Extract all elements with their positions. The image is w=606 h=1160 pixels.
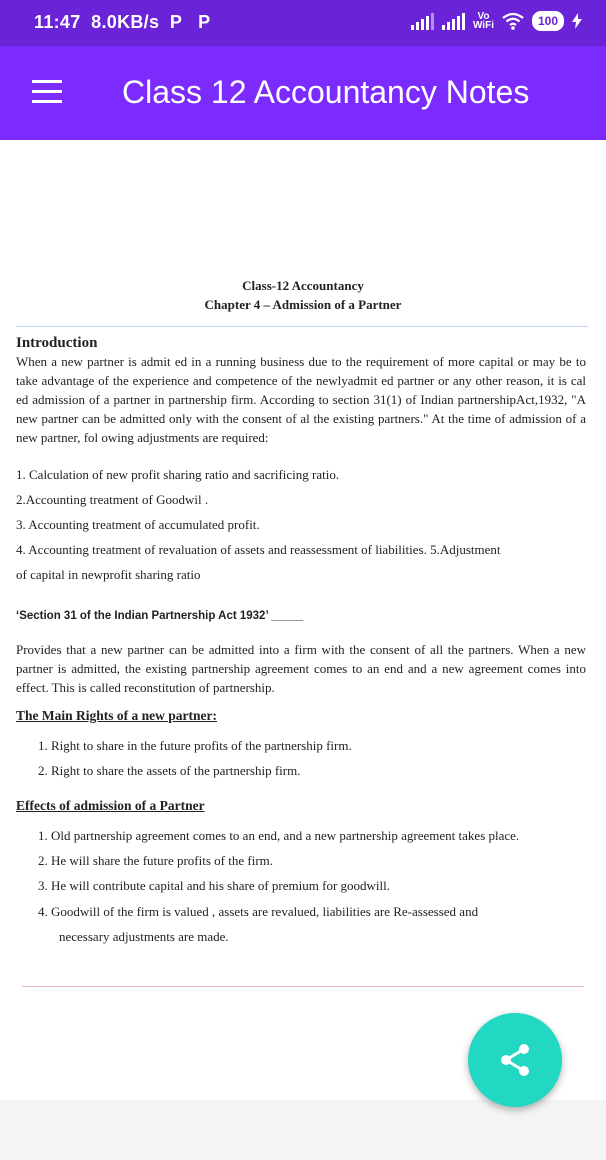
- adjustment-item: 3. Accounting treatment of accumulated profit.: [16, 517, 260, 532]
- app-bar: [0, 46, 606, 140]
- doc-heading-line2: Chapter 4 – Admission of a Partner: [204, 297, 402, 312]
- signal-icon: [411, 12, 434, 30]
- vowifi-icon: Vo WiFi: [472, 11, 494, 31]
- rights-title: The Main Rights of a new partner:: [16, 708, 217, 723]
- adjustment-item: 1. Calculation of new profit sharing ratio and sacrificing ratio.: [16, 467, 340, 482]
- charging-icon: [572, 13, 582, 29]
- status-bar: [0, 0, 606, 46]
- share-button[interactable]: [468, 1013, 562, 1107]
- app-title: Class 12 Accountancy Notes: [122, 74, 530, 110]
- doc-heading-line1: Class-12 Accountancy: [242, 278, 364, 293]
- effects-item: 2. He will share the future profits of the firm.: [38, 853, 274, 868]
- intro-paragraph: When a new partner is admit ed in a running business due to the requirement of more capital or may be to take advantage of the experience and competence of the newlyadmit ed partner or any other reason, it is cal ed admission of a partner in partnership firm. According to section 31(1) of Indian partnershipAct,1932, "A new partner can be admitted only with the consent of al the existing partners." At the time of admission of a new partner, fol owing adjustments are required:: [16, 354, 586, 445]
- adjustment-item: of capital in newprofit sharing ratio: [16, 567, 201, 582]
- notification-p-icon: P: [169, 12, 183, 32]
- adjustment-item: 2.Accounting treatment of Goodwil .: [16, 492, 209, 507]
- effects-title: Effects of admission of a Partner: [16, 798, 205, 813]
- notification-p-icon: P: [198, 12, 211, 32]
- effects-item: necessary adjustments are made.: [59, 929, 229, 944]
- intro-title: Introduction: [16, 335, 98, 351]
- section-paragraph: Provides that a new partner can be admitted into a firm with the consent of all the partners. When a new partner is admitted, the existing partnership agreement comes to an end and a new agreement comes into effect. This is called reconstitution of partnership.: [16, 642, 586, 695]
- status-time: 11:47 8.0KB/s P P: [34, 12, 211, 32]
- wifi-icon: [502, 12, 524, 30]
- effects-item: 3. He will contribute capital and his share of premium for goodwill.: [38, 878, 390, 893]
- section-title: ‘Section 31 of the Indian Partnership Act 1932’ _____: [16, 610, 304, 622]
- signal-icon: [442, 12, 465, 30]
- page-separator: [22, 986, 584, 987]
- rights-item: 1. Right to share in the future profits of the partnership firm.: [38, 738, 352, 753]
- divider: [16, 326, 588, 327]
- adjustment-item: 4. Accounting treatment of revaluation of assets and reassessment of liabilities. 5.Adjustment: [16, 542, 501, 557]
- share-icon: [497, 1042, 533, 1078]
- hamburger-menu-icon[interactable]: [32, 80, 62, 104]
- battery-icon: 100: [532, 11, 564, 31]
- rights-item: 2. Right to share the assets of the partnership firm.: [38, 763, 301, 778]
- document-page[interactable]: [0, 140, 606, 1100]
- bottom-area: [0, 1100, 606, 1160]
- effects-item: 1. Old partnership agreement comes to an end, and a new partnership agreement takes place.: [38, 828, 520, 843]
- effects-item: 4. Goodwill of the firm is valued , assets are revalued, liabilities are Re-assessed and: [38, 904, 479, 919]
